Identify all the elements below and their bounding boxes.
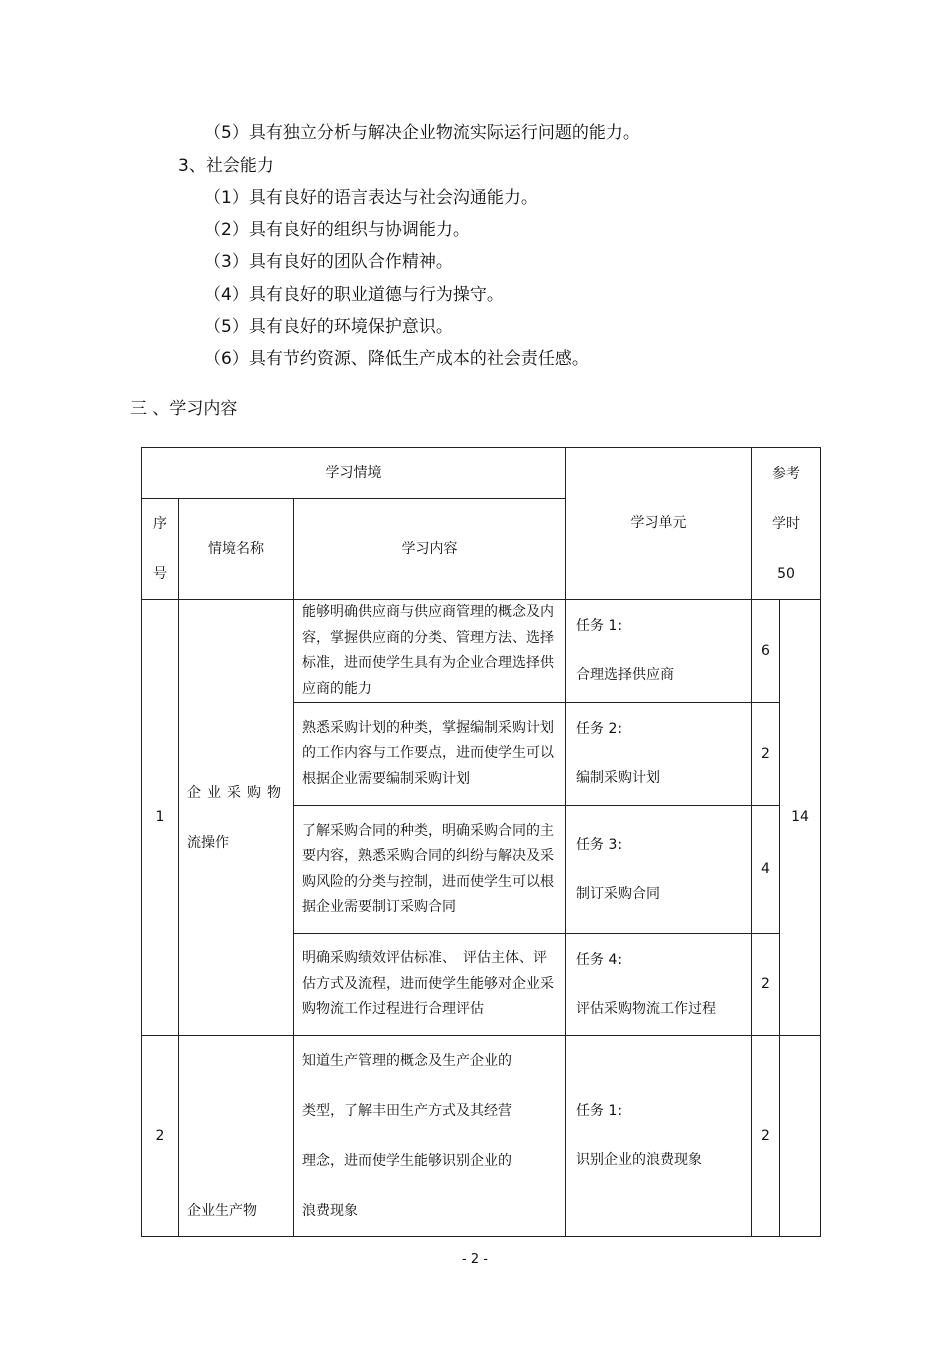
header-hours-line2: 学时: [772, 515, 800, 532]
group1-row4-task-name: 评估采购物流工作过程: [576, 1000, 716, 1017]
group1-row1-content: 能够明确供应商与供应商管理的概念及内容，掌握供应商的分类、管理方法、选择标准，进而使学生具有为企业合理选择供应商的能力: [294, 600, 566, 703]
group1-name-line1: 企业采购物: [187, 784, 287, 801]
group1-row2-content: 熟悉采购计划的种类，掌握编制采购计划的工作内容与工作要点，进而使学生可以根据企业需要编制采购计划: [294, 703, 566, 806]
group1-row3-unit: [566, 806, 752, 934]
group2-seq: 2: [142, 1036, 179, 1237]
header-hours-total: 50: [777, 565, 795, 582]
group1-row4-content: 明确采购绩效评估标准、 评估主体、评估方式及流程，进而使学生能够对企业采购物流工作过程进行合理评估: [294, 934, 566, 1036]
header-seq-line2: 号: [153, 566, 167, 582]
social-ability-heading: 3、社会能力: [178, 156, 274, 176]
header-unit: 学习单元: [566, 448, 752, 600]
group2-content-line4: 浪费现象: [302, 1203, 358, 1219]
group1-seq: 1: [142, 600, 179, 1036]
group2-content-line2: 类型，了解丰田生产方式及其经营: [302, 1103, 512, 1119]
group2-name: 企业生产物: [179, 1036, 294, 1237]
social-item-5: （5）具有良好的环境保护意识。: [204, 317, 453, 337]
header-seq: [142, 499, 179, 600]
group1-row1-hours: 6: [752, 600, 780, 703]
group2-row1-unit: [566, 1036, 752, 1237]
header-situation: 学习情境: [142, 448, 566, 499]
group2-row1-task-name: 识别企业的浪费现象: [576, 1152, 702, 1168]
group1-row4-unit: [566, 934, 752, 1036]
page-number: - 2 -: [462, 1252, 488, 1267]
group1-row2-task-name: 编制采购计划: [576, 770, 660, 786]
group1-row2-hours: 2: [752, 703, 780, 806]
group1-row3-hours: 4: [752, 806, 780, 934]
social-item-1: （1）具有良好的语言表达与社会沟通能力。: [204, 188, 538, 208]
group2-total-hours: [780, 1036, 821, 1237]
group1-row2-unit: [566, 703, 752, 806]
header-hours-line1: 参考: [772, 465, 800, 482]
group2-row1-hours: 2: [752, 1036, 780, 1237]
learning-content-table: [141, 447, 821, 1237]
social-item-6: （6）具有节约资源、降低生产成本的社会责任感。: [204, 349, 589, 369]
header-name: 情境名称: [179, 499, 294, 600]
group1-row3-task: 任务 3:: [576, 836, 623, 853]
group2-row1-task: 任务 1:: [576, 1103, 623, 1119]
header-hours: [752, 448, 821, 600]
group1-row4-task: 任务 4:: [576, 951, 623, 968]
ability-item-5: （5）具有独立分析与解决企业物流实际运行问题的能力。: [204, 123, 640, 143]
group1-total-hours: 14: [780, 600, 821, 1036]
group1-row3-content: 了解采购合同的种类，明确采购合同的主要内容，熟悉采购合同的纠纷与解决及采购风险的分类与控制，进而使学生可以根据企业需要制订采购合同: [294, 806, 566, 934]
social-item-4: （4）具有良好的职业道德与行为操守。: [204, 285, 504, 305]
group1-row1-task: 任务 1:: [576, 618, 623, 634]
group1-name: [179, 600, 294, 1036]
social-item-2: （2）具有良好的组织与协调能力。: [204, 220, 470, 240]
group2-row1-content: [294, 1036, 566, 1237]
group2-content-line1: 知道生产管理的概念及生产企业的: [302, 1053, 512, 1069]
social-item-3: （3）具有良好的团队合作精神。: [204, 252, 453, 272]
group1-row2-task: 任务 2:: [576, 721, 623, 737]
group1-row4-hours: 2: [752, 934, 780, 1036]
header-content: 学习内容: [294, 499, 566, 600]
group1-row3-task-name: 制订采购合同: [576, 885, 660, 902]
group1-row1-task-name: 合理选择供应商: [576, 667, 674, 683]
group1-row1-unit: [566, 600, 752, 703]
header-seq-line1: 序: [153, 516, 167, 532]
group1-name-line2: 流操作: [187, 834, 229, 851]
section-title: 三 、学习内容: [130, 399, 238, 419]
group2-content-line3: 理念，进而使学生能够识别企业的: [302, 1153, 512, 1169]
